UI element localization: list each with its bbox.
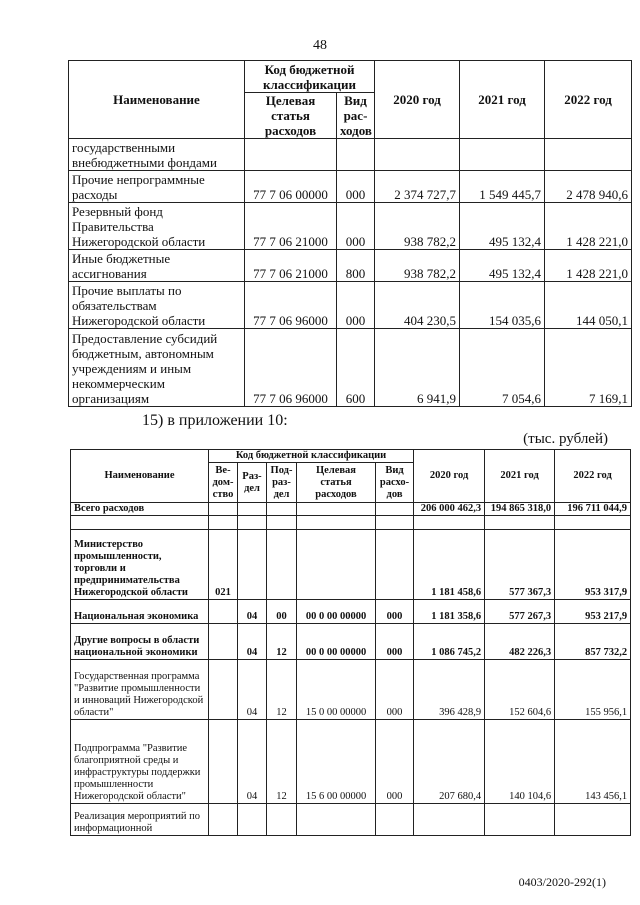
cell-y2022 [555,804,631,836]
cell-section: 04 [238,660,267,720]
cell-section [238,503,267,516]
cell-y2021: 152 604,6 [485,660,555,720]
cell-y2020: 938 782,2 [375,203,460,250]
cell-type: 000 [376,720,414,804]
cell-target: 00 0 00 00000 [297,624,376,660]
cell-target: 77 7 06 00000 [245,171,337,203]
cell-y2021 [485,516,555,530]
cell-target [297,530,376,600]
cell-y2020: 938 782,2 [375,250,460,282]
cell-type: 600 [337,329,375,407]
cell-target: 00 0 00 00000 [297,600,376,624]
cell-name: Резервный фонд Правительства Нижегородской области [69,203,245,250]
cell-subsection: 12 [267,660,297,720]
table-row [71,530,631,600]
header2-section: Раз-дел [238,463,267,503]
header2-dept: Ве-дом-ство [209,463,238,503]
cell-y2022: 953 217,9 [555,600,631,624]
cell-name: Всего расходов [71,503,209,516]
budget-table-2 [70,449,631,836]
cell-y2020: 1 181 358,6 [414,600,485,624]
cell-y2021: 154 035,6 [460,282,545,329]
cell-type [376,530,414,600]
cell-y2020: 206 000 462,3 [414,503,485,516]
cell-name: Национальная экономика [71,600,209,624]
cell-section [238,804,267,836]
cell-y2022: 155 956,1 [555,660,631,720]
budget-table-1 [68,60,632,407]
cell-target: 77 7 06 21000 [245,250,337,282]
cell-subsection: 12 [267,624,297,660]
cell-name: Реализация мероприятий по информационной [71,804,209,836]
cell-section: 04 [238,720,267,804]
cell-dept: 021 [209,530,238,600]
cell-y2021: 140 104,6 [485,720,555,804]
cell-subsection [267,804,297,836]
cell-subsection: 12 [267,720,297,804]
cell-y2021 [485,804,555,836]
cell-type: 000 [337,282,375,329]
cell-y2020: 1 086 745,2 [414,624,485,660]
cell-y2021: 482 226,3 [485,624,555,660]
cell-y2022: 953 317,9 [555,530,631,600]
cell-type: 000 [337,203,375,250]
cell-y2020 [375,139,460,171]
header2-2021: 2021 год [485,450,555,503]
cell-y2021: 1 549 445,7 [460,171,545,203]
cell-dept [209,600,238,624]
cell-type [376,804,414,836]
cell-type: 000 [337,171,375,203]
table-row [71,600,631,624]
cell-dept [209,720,238,804]
cell-subsection [267,503,297,516]
cell-dept [209,503,238,516]
cell-name: Предоставление субсидий бюджетным, автономным учреждениям и иным некоммерческим организациям [69,329,245,407]
table-row [69,203,632,250]
cell-name: Прочие выплаты по обязательствам Нижегородской области [69,282,245,329]
cell-target: 77 7 06 96000 [245,282,337,329]
cell-y2020: 1 181 458,6 [414,530,485,600]
cell-target: 77 7 06 21000 [245,203,337,250]
cell-y2022 [555,516,631,530]
cell-subsection [267,530,297,600]
cell-y2021: 577 267,3 [485,600,555,624]
cell-name: Иные бюджетные ассигнования [69,250,245,282]
page-number: 48 [313,38,327,53]
cell-y2021: 7 054,6 [460,329,545,407]
cell-y2020 [414,516,485,530]
cell-y2022: 1 428 221,0 [545,250,632,282]
section-caption: 15) в приложении 10: [142,412,288,429]
header-target: Целевая статья расходов [245,93,337,139]
cell-y2022: 2 478 940,6 [545,171,632,203]
table-row [71,804,631,836]
cell-type: 000 [376,600,414,624]
table-row [71,624,631,660]
cell-y2021 [460,139,545,171]
cell-name: Прочие непрограммные расходы [69,171,245,203]
table-row [69,282,632,329]
cell-type: 000 [376,624,414,660]
cell-type [337,139,375,171]
header-2022: 2022 год [545,61,632,139]
cell-y2022: 196 711 044,9 [555,503,631,516]
header2-subsection: Под-раз-дел [267,463,297,503]
cell-y2022: 144 050,1 [545,282,632,329]
cell-name: Подпрограмма "Развитие благоприятной среды и инфраструктуры поддержки промышленности Нижегородской области" [71,720,209,804]
cell-type [376,516,414,530]
cell-name [71,516,209,530]
cell-y2022: 857 732,2 [555,624,631,660]
header2-target: Целевая статья расходов [297,463,376,503]
table-row [71,503,631,516]
cell-section [238,516,267,530]
cell-type: 800 [337,250,375,282]
table-row [71,516,631,530]
cell-dept [209,624,238,660]
cell-subsection: 00 [267,600,297,624]
cell-y2020: 404 230,5 [375,282,460,329]
cell-section: 04 [238,624,267,660]
cell-dept [209,804,238,836]
cell-y2022: 143 456,1 [555,720,631,804]
units-label: (тыс. рублей) [523,431,608,447]
header-2020: 2020 год [375,61,460,139]
cell-section: 04 [238,600,267,624]
document-code: 0403/2020-292(1) [518,875,606,889]
table-row [69,171,632,203]
cell-y2021: 577 367,3 [485,530,555,600]
cell-y2021: 495 132,4 [460,203,545,250]
cell-target: 77 7 06 96000 [245,329,337,407]
table-row [69,329,632,407]
cell-type [376,503,414,516]
cell-name: государственными внебюджетными фондами [69,139,245,171]
header2-name: Наименование [71,450,209,503]
cell-target [297,503,376,516]
cell-y2021: 194 865 318,0 [485,503,555,516]
cell-target: 15 0 00 00000 [297,660,376,720]
cell-y2022 [545,139,632,171]
cell-y2020 [414,804,485,836]
header-code-group: Код бюджетной классификации [245,61,375,93]
cell-name: Министерство промышленности, торговли и предпринимательства Нижегородской области [71,530,209,600]
cell-subsection [267,516,297,530]
cell-y2022: 7 169,1 [545,329,632,407]
cell-target [297,516,376,530]
cell-target [245,139,337,171]
cell-dept [209,660,238,720]
header2-code-group: Код бюджетной классификации [209,450,414,463]
cell-y2020: 2 374 727,7 [375,171,460,203]
header-type: Вид рас-ходов [337,93,375,139]
header2-2020: 2020 год [414,450,485,503]
cell-name: Государственная программа "Развитие промышленности и инноваций Нижегородской области" [71,660,209,720]
cell-target: 15 6 00 00000 [297,720,376,804]
header-2021: 2021 год [460,61,545,139]
header2-2022: 2022 год [555,450,631,503]
cell-y2020: 207 680,4 [414,720,485,804]
header-name: Наименование [69,61,245,139]
table-row [69,139,632,171]
table-row [71,720,631,804]
cell-section [238,530,267,600]
cell-target [297,804,376,836]
cell-name: Другие вопросы в области национальной экономики [71,624,209,660]
cell-dept [209,516,238,530]
cell-y2021: 495 132,4 [460,250,545,282]
cell-y2022: 1 428 221,0 [545,203,632,250]
table-row [71,660,631,720]
table-row [69,250,632,282]
cell-type: 000 [376,660,414,720]
cell-y2020: 6 941,9 [375,329,460,407]
cell-y2020: 396 428,9 [414,660,485,720]
header2-type: Вид расхо-дов [376,463,414,503]
